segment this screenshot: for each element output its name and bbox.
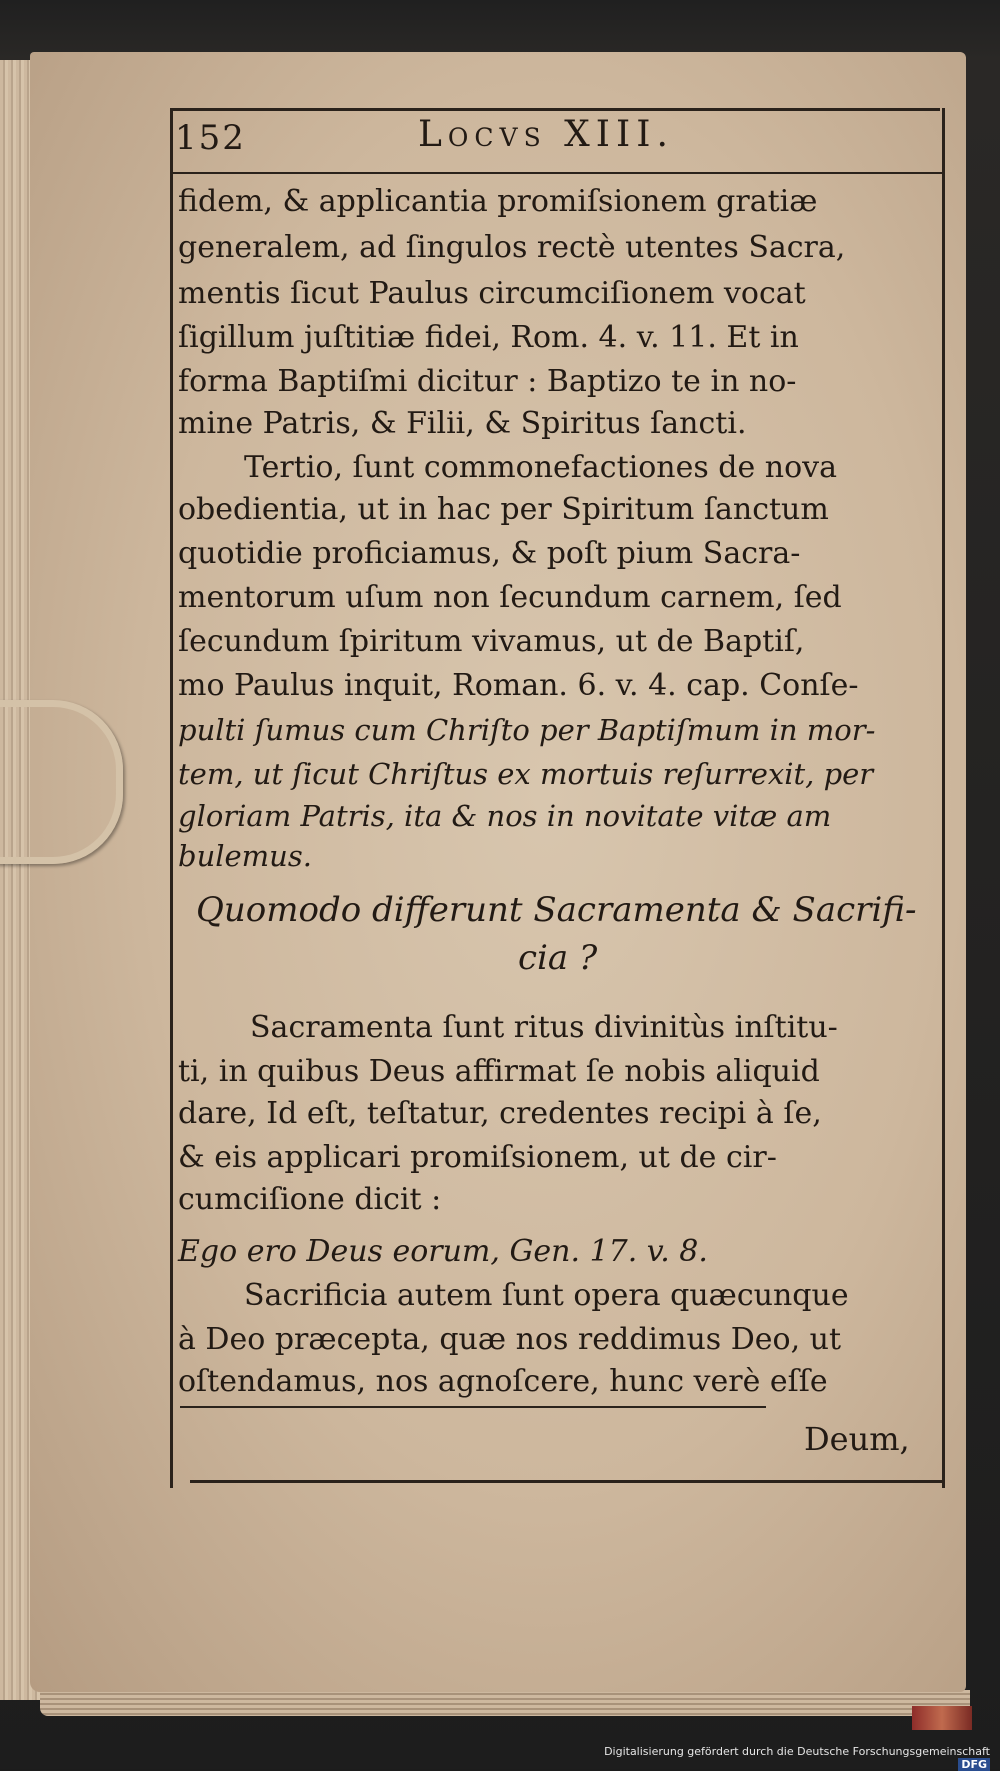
text-line: tem, ut ſicut Chriſtus ex mortuis reſurrexit, per <box>178 757 874 791</box>
page-frame-right <box>942 108 945 1488</box>
text-line: & eis applicari promiſsionem, ut de cir- <box>178 1140 777 1175</box>
text-line: Sacrificia autem ſunt opera quæcunque <box>244 1278 849 1313</box>
page-frame-top <box>172 108 940 111</box>
book-clasp <box>0 700 123 864</box>
dfg-logo: DFG <box>958 1758 990 1771</box>
running-title: Locvs XIII. <box>418 114 674 155</box>
credit-text: Digitalisierung gefördert durch die Deutsche Forschungsgemeinschaft <box>604 1745 990 1758</box>
text-line: oſtendamus, nos agnoſcere, hunc verè eſſe <box>178 1364 828 1399</box>
page-number: 152 <box>175 118 246 158</box>
text-line: pulti ſumus cum Chriſto per Baptiſmum in mor- <box>178 713 876 747</box>
text-line: mentorum uſum non ſecundum carnem, ſed <box>178 580 842 615</box>
text-line: mentis ſicut Paulus circumciſionem vocat <box>178 276 806 311</box>
text-line: ſigillum juſtitiæ fidei, Rom. 4. v. 11. Et in <box>178 320 799 355</box>
question-heading: Quomodo differunt Sacramenta & Sacrifi- <box>196 890 917 930</box>
text-line: mine Patris, & Filii, & Spiritus ſancti. <box>178 406 747 441</box>
catchword: Deum, <box>804 1420 910 1458</box>
book-bottom-edges <box>40 1690 970 1716</box>
text-line: bulemus. <box>178 839 312 873</box>
text-line: Tertio, ſunt commonefactiones de nova <box>244 450 838 485</box>
text-line: obedientia, ut in hac per Spiritum ſanctum <box>178 492 829 527</box>
text-line: gloriam Patris, ita & nos in novitate vitæ am <box>178 799 832 833</box>
scripture-quote: Ego ero Deus eorum, Gen. 17. v. 8. <box>178 1234 708 1269</box>
text-line: fidem, & applicantia promiſsionem gratiæ <box>178 184 818 219</box>
text-line: dare, Id eſt, teſtatur, credentes recipi à ſe, <box>178 1096 822 1131</box>
text-line: ſecundum ſpiritum vivamus, ut de Baptiſ, <box>178 624 805 659</box>
page-frame-bottom <box>190 1480 942 1483</box>
digitization-credit <box>590 1745 990 1771</box>
text-line: forma Baptiſmi dicitur : Baptizo te in no- <box>178 364 797 399</box>
text-line: generalem, ad ſingulos rectè utentes Sacra, <box>178 230 846 265</box>
text-line: cumciſione dicit : <box>178 1182 442 1217</box>
text-line: ti, in quibus Deus affirmat ſe nobis aliquid <box>178 1054 820 1089</box>
question-heading-cont: cia ? <box>518 938 598 978</box>
text-line: quotidie proficiamus, & poſt pium Sacra- <box>178 536 801 571</box>
text-line: mo Paulus inquit, Roman. 6. v. 4. cap. Conſe- <box>178 668 859 703</box>
catchword-rule <box>180 1406 766 1408</box>
text-line: Sacramenta ſunt ritus divinitùs inſtitu- <box>250 1010 838 1045</box>
text-line: à Deo præcepta, quæ nos reddimus Deo, ut <box>178 1322 842 1357</box>
page-frame-left <box>170 108 173 1488</box>
bookmark-ribbon <box>912 1706 972 1730</box>
header-rule <box>172 172 942 174</box>
